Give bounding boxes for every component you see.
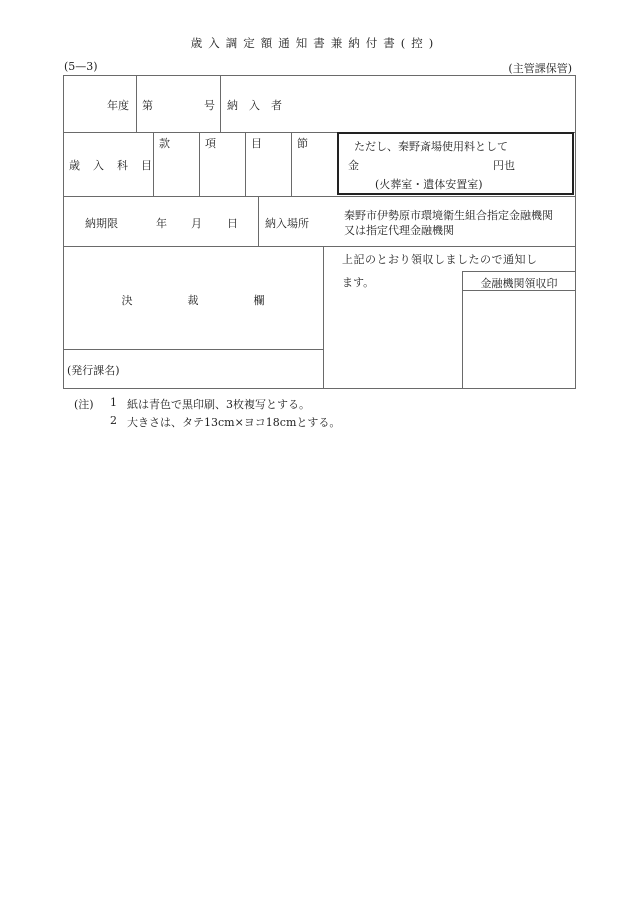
due-year: 年 xyxy=(156,217,167,230)
due-day: 日 xyxy=(227,217,238,230)
payer-label: 納 入 者 xyxy=(227,99,282,112)
payment-place-line2: 又は指定代理金融機関 xyxy=(344,224,454,237)
column-setsu: 節 xyxy=(297,137,308,150)
form-number: (5—3) xyxy=(64,60,98,73)
bank-stamp-area xyxy=(463,291,575,388)
usage-fee-note: ただし、秦野斎場使用料として xyxy=(354,140,508,153)
note-1-number: 1 xyxy=(110,396,117,409)
revenue-account-label: 歳 入 科 目 xyxy=(69,159,153,172)
fiscal-year-label: 年度 xyxy=(107,99,129,112)
due-date-label: 納期限 xyxy=(85,217,118,230)
column-kou: 項 xyxy=(205,137,216,150)
issuing-dept-label: (発行課名) xyxy=(67,364,120,377)
amount-suffix: 円也 xyxy=(493,159,515,172)
note-1-text: 紙は青色で黒印刷、3枚複写とする。 xyxy=(127,398,310,411)
column-kan: 款 xyxy=(159,137,170,150)
number-suffix: 号 xyxy=(204,99,215,112)
receipt-notice-line1: 上記のとおり領収しましたので通知し xyxy=(342,253,538,266)
payment-place-line1: 秦野市伊勢原市環境衛生組合指定金融機関 xyxy=(344,209,553,222)
number-prefix: 第 xyxy=(142,99,153,112)
payment-place-label: 納入場所 xyxy=(265,217,309,230)
due-month: 月 xyxy=(191,217,202,230)
document-title: 歳入調定額通知書兼納付書(控) xyxy=(190,36,440,50)
note-2-text: 大きさは、タテ13cm×ヨコ18cmとする。 xyxy=(127,416,341,429)
bank-stamp-label: 金融機関領収印 xyxy=(480,277,558,290)
facility-note: (火葬室・遺体安置室) xyxy=(375,178,483,191)
amount-prefix: 金 xyxy=(348,159,359,172)
custody-note: (主管課保管) xyxy=(508,62,572,75)
approval-column-label: 決 裁 欄 xyxy=(121,294,265,307)
note-2-number: 2 xyxy=(110,414,117,427)
column-moku: 目 xyxy=(251,137,262,150)
notes-prefix: (注) xyxy=(74,398,94,411)
receipt-notice-line2: ます。 xyxy=(342,276,375,289)
